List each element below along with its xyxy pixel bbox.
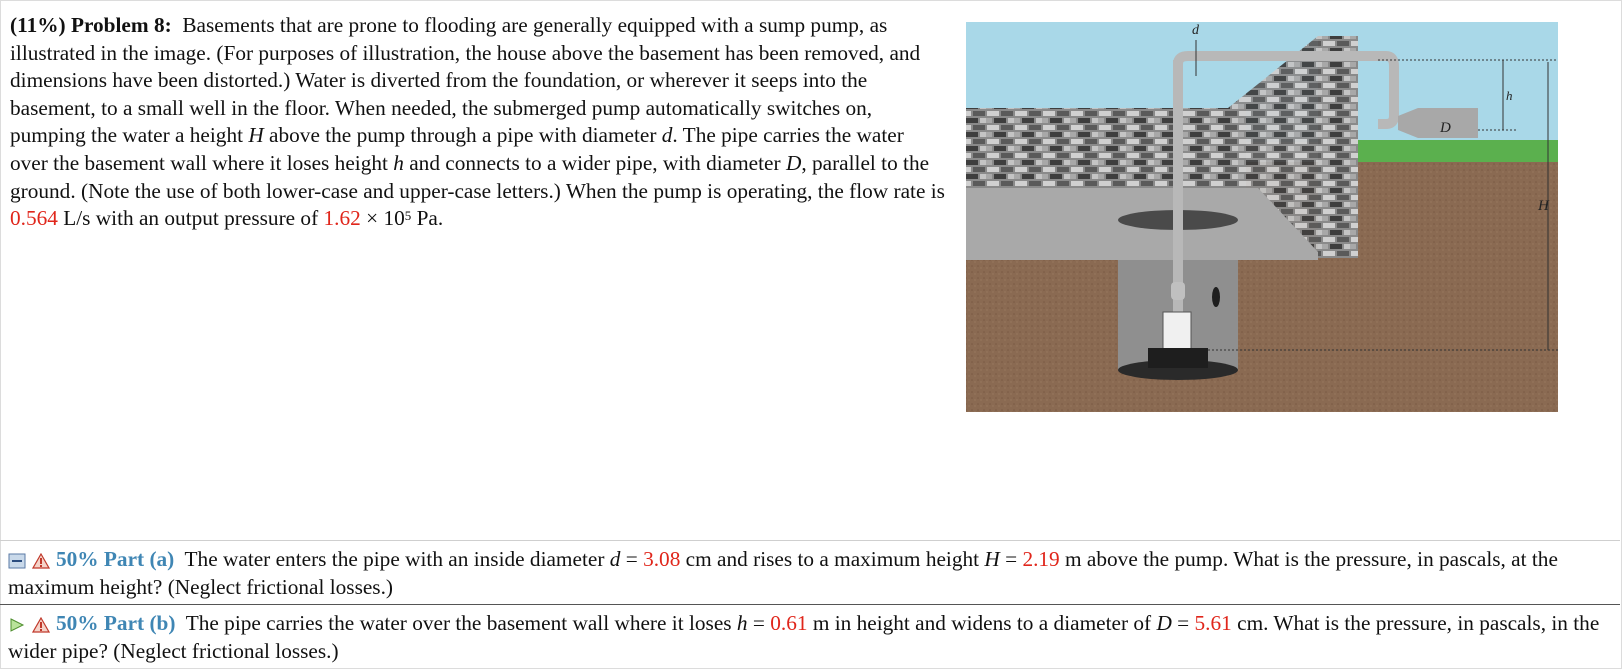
part-a-var: d <box>609 547 621 571</box>
pressure-times: × 10 <box>360 206 405 231</box>
part-b-text-1: The pipe carries the water over the basement wall where it loses <box>185 611 737 635</box>
part-b-text-2: m in height and widens to a diameter of <box>807 611 1157 635</box>
problem-label: Problem 8: <box>70 13 172 37</box>
check-valve <box>1171 282 1185 300</box>
warning-icon <box>32 617 50 633</box>
problem-text-2: above the pump through a pipe with diameter <box>263 123 662 148</box>
part-b-var2: D <box>1156 611 1172 635</box>
var-d: d <box>661 123 673 148</box>
label-h: h <box>1506 88 1513 103</box>
problem-text-1: Basements that are prone to flooding are generally equipped with a sump pump, as illustrated in the image. (For purposes of illustration, the house above the basement has been removed, and dimensions have been distorted.) Water is diverted from the foundation, or wherever it seeps into the basement, to a small well in the floor. When needed, the submerged pump automatically switches on, pumping the water a height <box>10 13 921 148</box>
pump-base <box>1148 348 1208 368</box>
part-b-value: 0.61 <box>770 611 808 635</box>
sump-pump-figure <box>958 12 1598 432</box>
problem-weight: (11%) <box>10 13 66 37</box>
pressure-exponent: 5 <box>404 208 412 224</box>
float-switch <box>1212 287 1220 307</box>
part-b-value2: 5.61 <box>1194 611 1232 635</box>
back-wall <box>966 108 1246 188</box>
label-H: H <box>1538 198 1549 214</box>
problem-text-6: L/s with an output pressure of <box>57 206 324 231</box>
part-a-var2: H <box>984 547 1000 571</box>
wide-pipe <box>1398 108 1478 138</box>
flow-rate-value: 0.564 <box>10 206 58 231</box>
part-a-text-2: cm and rises to a maximum height <box>680 547 985 571</box>
part-b-eq2: = <box>1171 611 1195 635</box>
part-a-eq2: = <box>999 547 1023 571</box>
problem-text-5: , parallel to the ground. (Note the use of both lower-case and upper-case letters.) When the pump is operating, the flow rate is <box>10 150 945 203</box>
label-D: D <box>1440 120 1451 136</box>
part-a-value: 3.08 <box>643 547 681 571</box>
label-d: d <box>1192 23 1199 38</box>
expand-icon[interactable] <box>8 617 26 633</box>
part-a-value2: 2.19 <box>1022 547 1060 571</box>
part-b-eq: = <box>747 611 771 635</box>
part-a-text-1: The water enters the pipe with an inside diameter <box>184 547 610 571</box>
part-a[interactable] <box>0 540 1620 602</box>
part-a-text-3: m above the pump. What is the pressure, in pascals, at the maximum height? (Neglect frictional losses.) <box>8 547 1558 599</box>
pressure-mantissa: 1.62 <box>323 206 361 231</box>
problem-statement <box>10 12 945 233</box>
part-b-var: h <box>736 611 748 635</box>
grass <box>1358 140 1558 162</box>
warning-icon <box>32 553 50 569</box>
var-h: h <box>393 150 404 175</box>
problem-text-4: and connects to a wider pipe, with diameter <box>403 150 786 175</box>
problem-text-7: Pa. <box>411 206 444 231</box>
var-H: H <box>248 123 264 148</box>
var-D: D <box>785 150 802 175</box>
front-wall <box>1318 36 1358 258</box>
part-b-title[interactable]: 50% Part (b) <box>56 611 176 635</box>
part-a-title[interactable]: 50% Part (a) <box>56 547 175 571</box>
collapse-icon[interactable] <box>8 553 26 569</box>
part-b[interactable] <box>0 604 1620 668</box>
problem-text-3: . The pipe carries the water over the basement wall where it loses height <box>10 123 904 175</box>
pump <box>1163 312 1191 350</box>
part-a-eq: = <box>620 547 644 571</box>
part-b-text-3: cm. What is the pressure, in pascals, in the wider pipe? (Neglect frictional losses.) <box>8 611 1600 663</box>
